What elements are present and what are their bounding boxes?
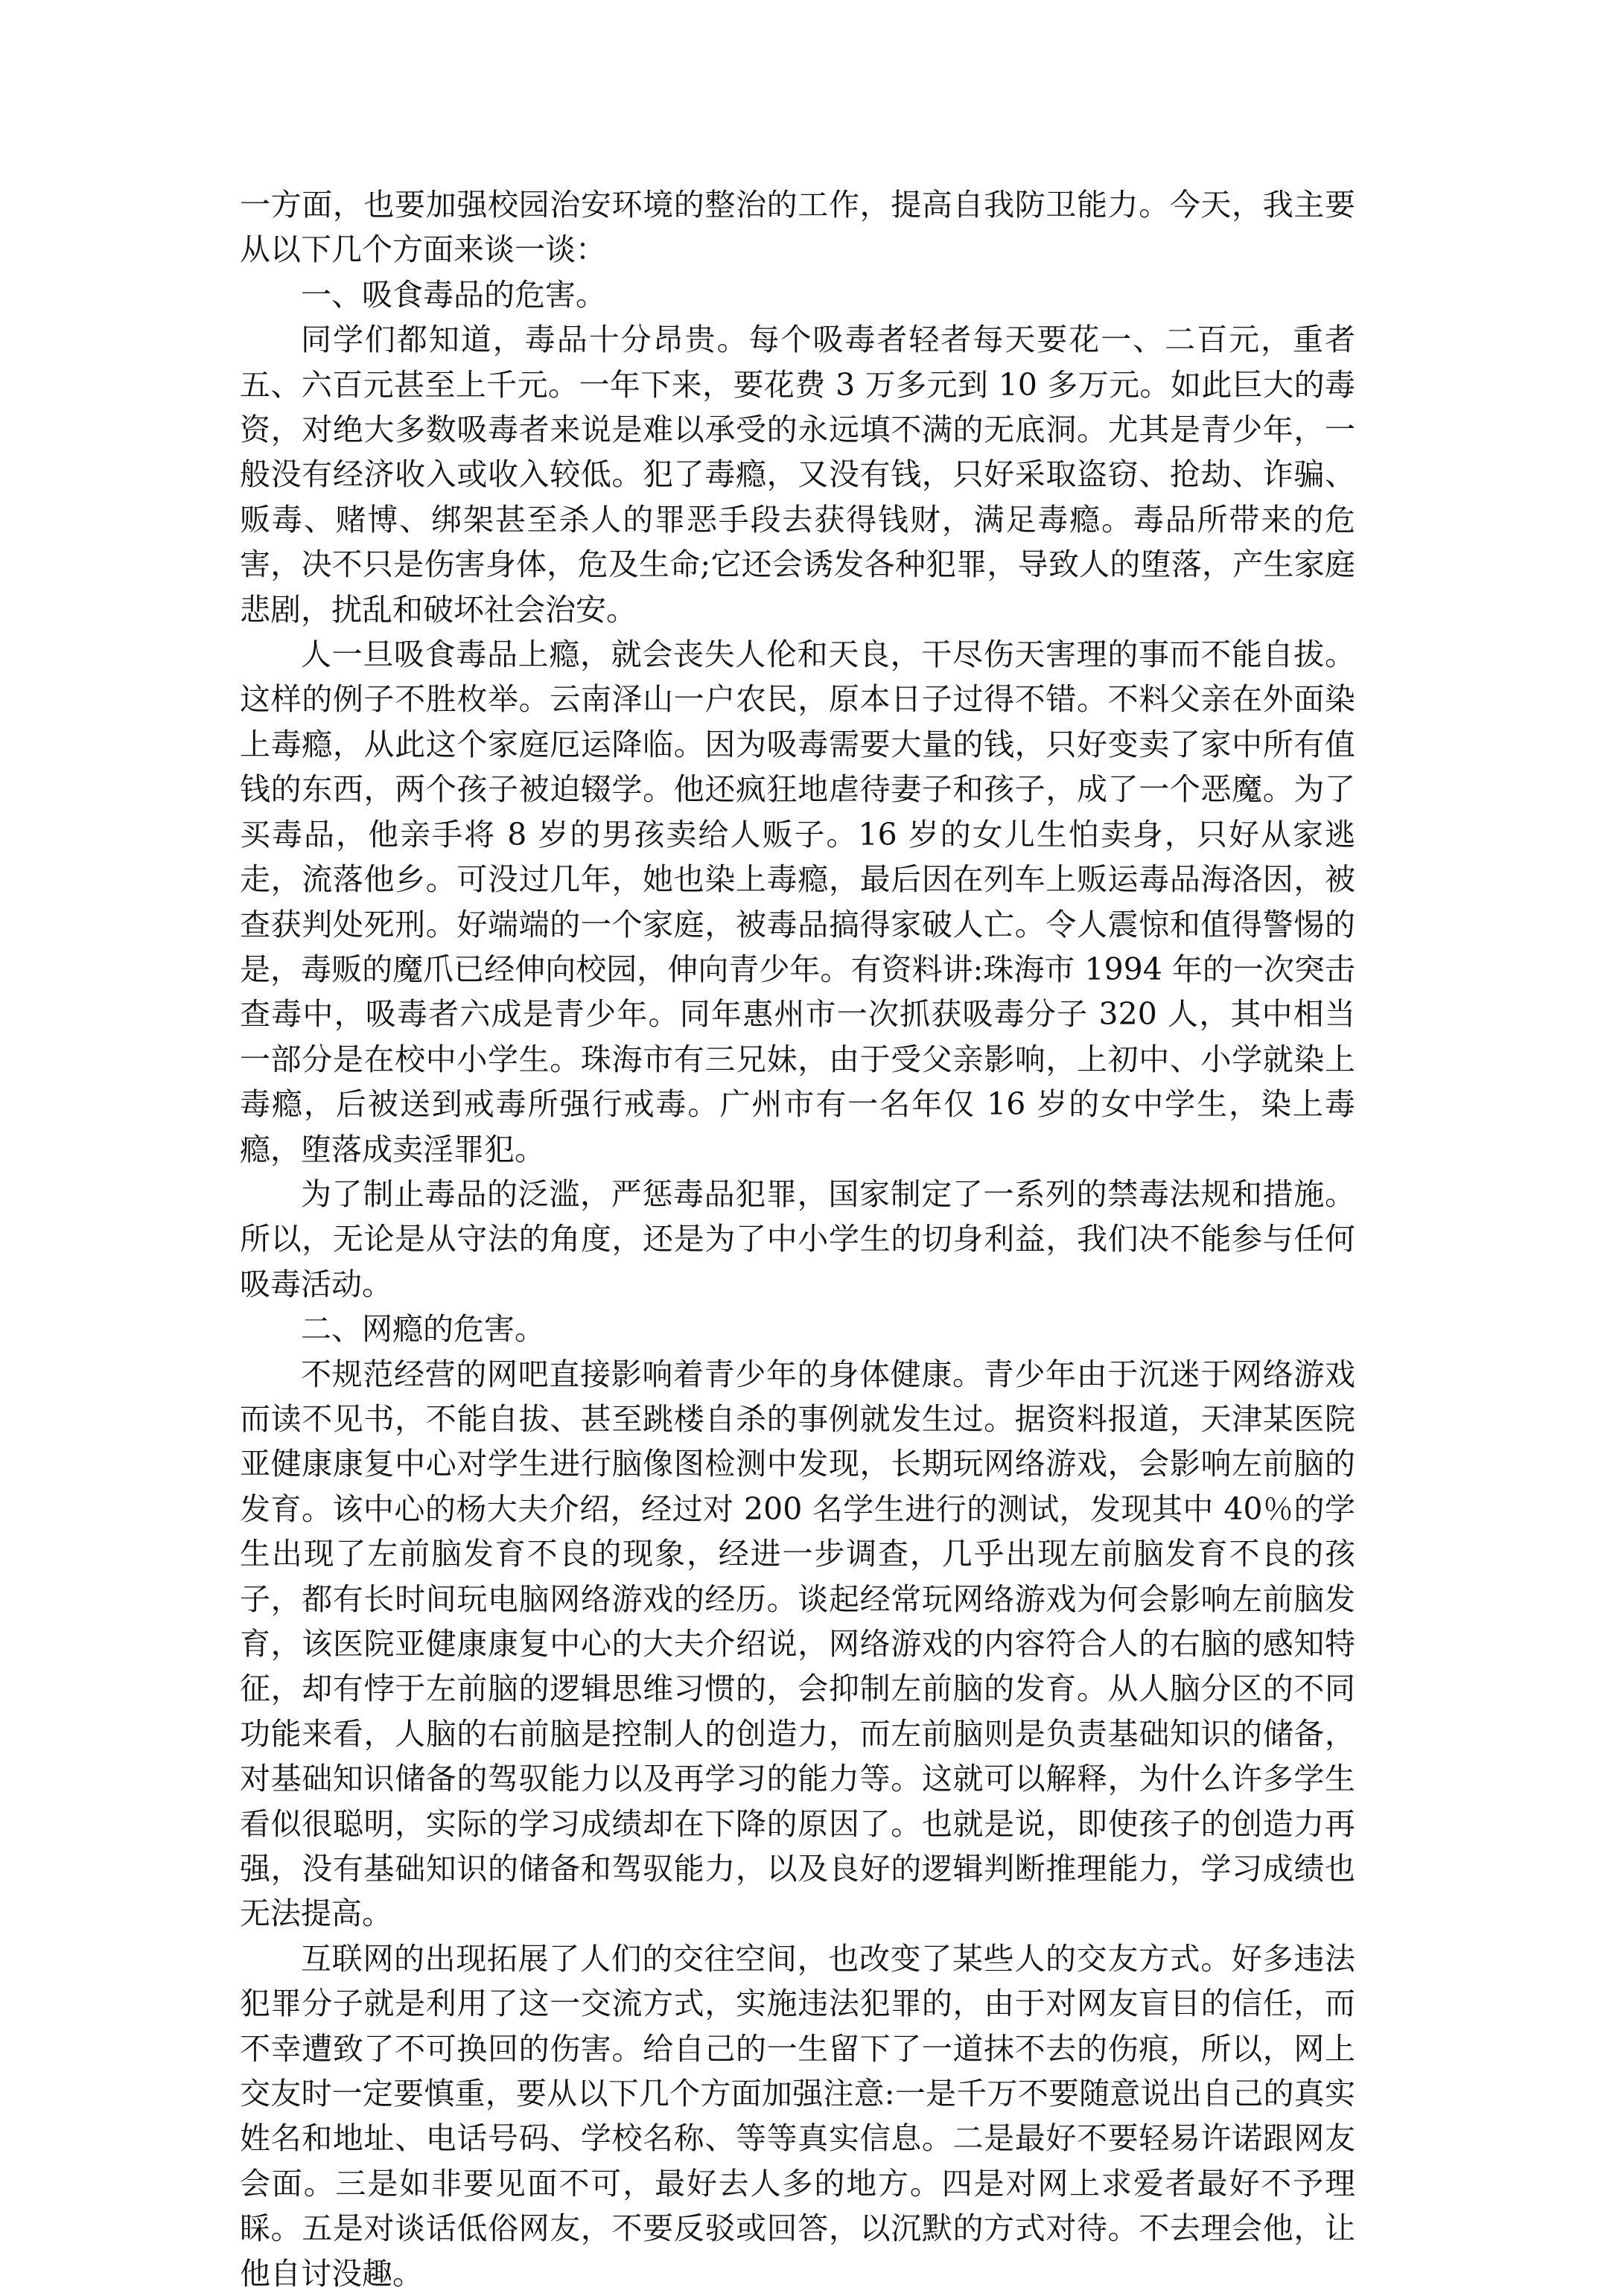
section-heading-internet: 二、网瘾的危害。 [301, 1311, 545, 1348]
paragraph-drug-law: 为了制止毒品的泛滥，严惩毒品犯罪，国家制定了一系列的禁毒法规和措施。所以，无论是从守法的角度，还是为了中小学生的切身利益，我们决不能参与任何吸毒活动。 [240, 1176, 1355, 1302]
paragraph-online-friends: 互联网的出现拓展了人们的交往空间，也改变了某些人的交友方式。好多违法犯罪分子就是利用了这一交流方式，实施违法犯罪的，由于对网友盲目的信任，而不幸遭致了不可换回的伤害。给自己的一生留下了一道抹不去的伤痕，所以，网上交友时一定要慎重，要从以下几个方面加强注意:一是千万不要随意说出自己的真实姓名和地址、电话号码、学校名称、等等真实信息。二是最好不要轻易许诺跟网友会面。三是如非要见面不可，最好去人多的地方。四是对网上求爱者最好不予理睬。五是对谈话低俗网友，不要反驳或回答，以沉默的方式对待。不去理会他，让他自讨没趣。 [240, 1940, 1355, 2292]
document-body [240, 182, 1355, 2296]
paragraph-intro: 一方面，也要加强校园治安环境的整治的工作，提高自我防卫能力。今天，我主要从以下几个方面来谈一谈： [240, 187, 1355, 268]
section-heading-drugs: 一、吸食毒品的危害。 [301, 276, 606, 313]
paragraph-internet-health: 不规范经营的网吧直接影响着青少年的身体健康。青少年由于沉迷于网络游戏而读不见书，不能自拔、甚至跳楼自杀的事例就发生过。据资料报道，天津某医院亚健康康复中心对学生进行脑像图检测中发现，长期玩网络游戏，会影响左前脑的发育。该中心的杨大夫介绍，经过对 200 名学生进行的测试，发现其中 40％的学生出现了左前脑发育不良的现象，经进一步调查，几乎出现左前脑发育不良的孩子，都有长时间玩电脑网络游戏的经历。谈起经常玩网络游戏为何会影响左前脑发育，该医院亚健康康复中心的大夫介绍说，网络游戏的内容符合人的右脑的感知特征，却有悖于左前脑的逻辑思维习惯的，会抑制左前脑的发育。从人脑分区的不同功能来看，人脑的右前脑是控制人的创造力，而左前脑则是负责基础知识的储备，对基础知识储备的驾驭能力以及再学习的能力等。这就可以解释，为什么许多学生看似很聪明，实际的学习成绩却在下降的原因了。也就是说，即使孩子的创造力再强，没有基础知识的储备和驾驭能力，以及良好的逻辑判断推理能力，学习成绩也无法提高。 [240, 1356, 1355, 1932]
paragraph-drug-cost: 同学们都知道，毒品十分昂贵。每个吸毒者轻者每天要花一、二百元，重者五、六百元甚至上千元。一年下来，要花费 3 万多元到 10 多万元。如此巨大的毒资，对绝大多数吸毒者来说是难以承受的永远填不满的无底洞。尤其是青少年，一般没有经济收入或收入较低。犯了毒瘾，又没有钱，只好采取盗窃、抢劫、诈骗、贩毒、赌博、绑架甚至杀人的罪恶手段去获得钱财，满足毒瘾。毒品所带来的危害，决不只是伤害身体，危及生命;它还会诱发各种犯罪，导致人的堕落，产生家庭悲剧，扰乱和破坏社会治安。 [240, 322, 1355, 628]
paragraph-drug-examples: 人一旦吸食毒品上瘾，就会丧失人伦和天良，干尽伤天害理的事而不能自拔。这样的例子不胜枚举。云南泽山一户农民，原本日子过得不错。不料父亲在外面染上毒瘾，从此这个家庭厄运降临。因为吸毒需要大量的钱，只好变卖了家中所有值钱的东西，两个孩子被迫辍学。他还疯狂地虐待妻子和孩子，成了一个恶魔。为了买毒品，他亲手将 8 岁的男孩卖给人贩子。16 岁的女儿生怕卖身，只好从家逃走，流落他乡。可没过几年，她也染上毒瘾，最后因在列车上贩运毒品海洛因，被查获判处死刑。好端端的一个家庭，被毒品搞得家破人亡。令人震惊和值得警惕的是，毒贩的魔爪已经伸向校园，伸向青少年。有资料讲:珠海市 1994 年的一次突击查毒中，吸毒者六成是青少年。同年惠州市一次抓获吸毒分子 320 人，其中相当一部分是在校中小学生。珠海市有三兄妹，由于受父亲影响，上初中、小学就染上毒瘾，后被送到戒毒所强行戒毒。广州市有一名年仅 16 岁的女中学生，染上毒瘾，堕落成卖淫罪犯。 [240, 637, 1355, 1167]
